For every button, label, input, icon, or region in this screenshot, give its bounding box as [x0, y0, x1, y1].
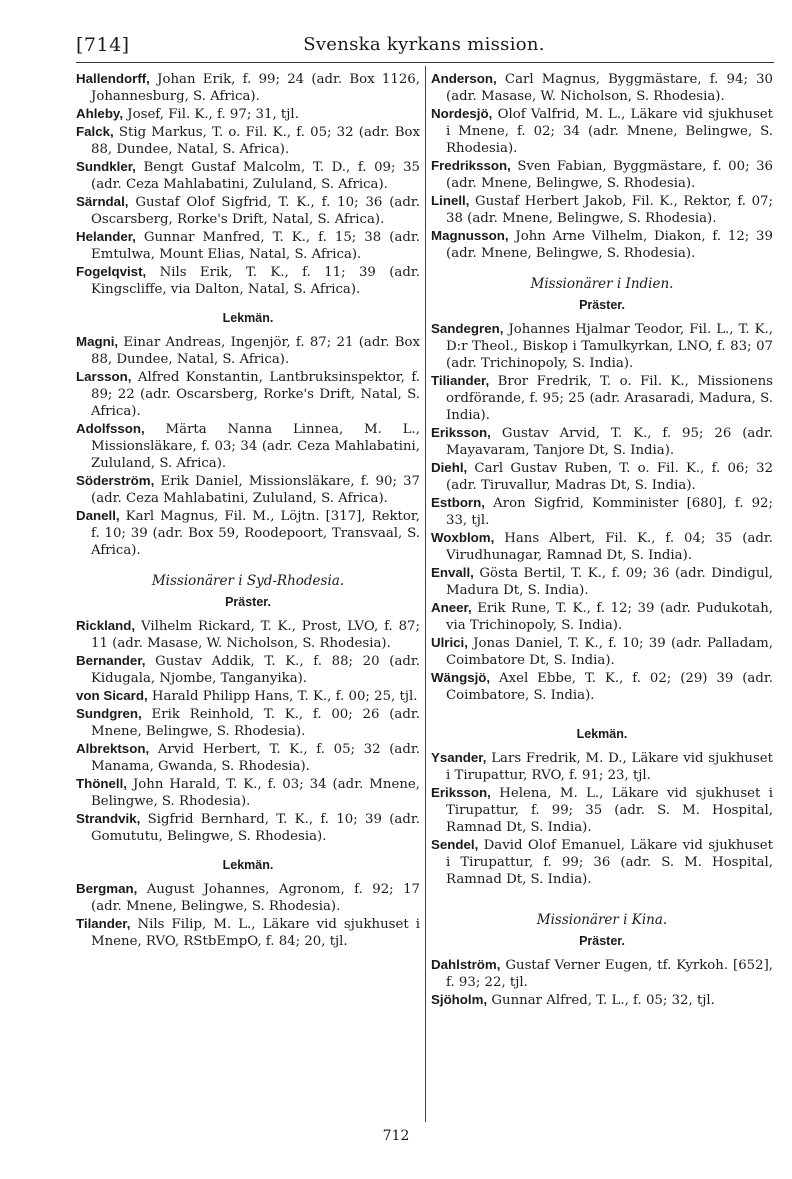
directory-entry	[431, 227, 773, 262]
directory-entry	[76, 263, 420, 298]
directory-entry	[76, 158, 420, 193]
footer-page-number: 712	[382, 1128, 410, 1144]
running-header	[76, 34, 772, 60]
right-column	[431, 70, 773, 1009]
directory-entry	[431, 564, 773, 599]
entry-name: Sandegren,	[431, 321, 504, 336]
entry-text: Nils Filip, M. L., Läkare vid sjukhuset i Mnene, RVO, RStbEmpO, f. 84; 20, tjl.	[91, 917, 420, 949]
entry-name: Hallendorff,	[76, 71, 150, 86]
directory-entry	[431, 494, 773, 529]
entry-text: Gunnar Alfred, T. L., f. 05; 32, tjl.	[491, 993, 715, 1008]
entry-text: Karl Magnus, Fil. M., Löjtn. [317], Rektor, f. 10; 39 (adr. Box 59, Roodepoort, Transvaal, S. Africa).	[91, 509, 420, 558]
entry-text: Sven Fabian, Byggmästare, f. 00; 36 (adr. Mnene, Belingwe, S. Rhodesia).	[446, 159, 773, 191]
section-heading: Präster.	[579, 298, 625, 312]
entry-text: Alfred Konstantin, Lantbruksinspektor, f. 89; 22 (adr. Oscarsberg, Rorke's Drift, Natal, S. Africa).	[91, 370, 420, 419]
directory-entry	[431, 956, 773, 991]
entry-name: Strandvik,	[76, 811, 141, 826]
entry-name: Bernander,	[76, 653, 146, 668]
entry-text: Lars Fredrik, M. D., Läkare vid sjukhuset i Tirupattur, RVO, f. 91; 23, tjl.	[446, 751, 773, 783]
section-heading: Lekmän.	[222, 858, 274, 872]
entry-name: Ysander,	[431, 750, 487, 765]
entry-name: Nordesjö,	[431, 106, 493, 121]
directory-entry	[76, 880, 420, 915]
entry-name: Sundgren,	[76, 706, 142, 721]
entry-name: Diehl,	[431, 460, 468, 475]
section-heading: Lekmän.	[576, 727, 628, 741]
entry-name: Dahlström,	[431, 957, 501, 972]
entry-name: Adolfsson,	[76, 421, 145, 436]
directory-entry	[76, 193, 420, 228]
left-entries-a	[76, 70, 420, 298]
entry-text: Aron Sigfrid, Komminister [680], f. 92; 33, tjl.	[446, 496, 773, 528]
entry-text: Harald Philipp Hans, T. K., f. 00; 25, tjl.	[151, 689, 418, 704]
entry-text: Sigfrid Bernhard, T. K., f. 10; 39 (adr. Gomututu, Belingwe, S. Rhodesia).	[91, 812, 420, 844]
entry-name: Bergman,	[76, 881, 138, 896]
directory-entry	[76, 705, 420, 740]
entry-name: Anderson,	[431, 71, 497, 86]
directory-entry	[431, 157, 773, 192]
entry-name: Danell,	[76, 508, 120, 523]
directory-entry	[76, 687, 420, 705]
directory-entry	[76, 472, 420, 507]
directory-entry	[76, 123, 420, 158]
entry-name: Fredriksson,	[431, 158, 511, 173]
entry-text: Jonas Daniel, T. K., f. 10; 39 (adr. Palladam, Coimbatore Dt, S. India).	[446, 636, 773, 668]
entry-text: John Arne Vilhelm, Diakon, f. 12; 39 (adr. Mnene, Belingwe, S. Rhodesia).	[446, 229, 773, 261]
directory-entry	[76, 810, 420, 845]
directory-entry	[76, 228, 420, 263]
entry-name: Falck,	[76, 124, 114, 139]
entry-name: Rickland,	[76, 618, 136, 633]
left-column	[76, 70, 420, 950]
entry-text: Bengt Gustaf Malcolm, T. D., f. 09; 35 (adr. Ceza Mahlabatini, Zululand, S. Africa).	[91, 160, 420, 192]
directory-entry	[431, 599, 773, 634]
entry-text: Gustav Addik, T. K., f. 88; 20 (adr. Kidugala, Njombe, Tanganyika).	[91, 654, 421, 686]
entry-text: Gustav Arvid, T. K., f. 95; 26 (adr. Mayavaram, Tanjore Dt, S. India).	[446, 426, 773, 458]
entry-name: Aneer,	[431, 600, 472, 615]
entry-text: Stig Markus, T. o. Fil. K., f. 05; 32 (adr. Box 88, Dundee, Natal, S. Africa).	[91, 125, 420, 157]
entry-name: Fogelqvist,	[76, 264, 147, 279]
entry-name: Tiliander,	[431, 373, 490, 388]
entry-name: von Sicard,	[76, 688, 148, 703]
entry-name: Linell,	[431, 193, 470, 208]
entry-name: Helander,	[76, 229, 136, 244]
section-heading: Präster.	[579, 934, 625, 948]
entry-text: Carl Magnus, Byggmästare, f. 94; 30 (adr. Masase, W. Nicholson, S. Rhodesia).	[446, 72, 773, 104]
right-entries-c	[431, 749, 773, 888]
entry-name: Thönell,	[76, 776, 127, 791]
entry-name: Magni,	[76, 334, 119, 349]
header-page-number: [714]	[76, 34, 130, 56]
entry-text: Johannes Hjalmar Teodor, Fil. L., T. K., D:r Theol., Biskop i Tamulkyrkan, LNO, f. 83; 07 (adr. Trichinopoly, S. India).	[446, 322, 774, 371]
section-heading: Lekmän.	[222, 311, 274, 325]
entry-name: Eriksson,	[431, 785, 491, 800]
entry-text: August Johannes, Agronom, f. 92; 17 (adr. Mnene, Belingwe, S. Rhodesia).	[91, 882, 420, 914]
directory-entry	[431, 372, 773, 424]
entry-text: Gustaf Olof Sigfrid, T. K., f. 10; 36 (adr. Oscarsberg, Rorke's Drift, Natal, S. Africa).	[91, 195, 420, 227]
entry-text: Erik Daniel, Missionsläkare, f. 90; 37 (adr. Ceza Mahlabatini, Zululand, S. Africa).	[91, 474, 421, 506]
entry-text: Josef, Fil. K., f. 97; 31, tjl.	[127, 107, 299, 122]
entry-text: Gustaf Verner Eugen, tf. Kyrkoh. [652], f. 93; 22, tjl.	[446, 958, 773, 990]
directory-entry	[431, 320, 773, 372]
directory-entry	[431, 991, 773, 1009]
directory-entry	[76, 420, 420, 472]
directory-entry	[431, 70, 773, 105]
entry-name: Ulrici,	[431, 635, 468, 650]
directory-entry	[431, 836, 773, 888]
directory-entry	[76, 368, 420, 420]
entry-name: Ahleby,	[76, 106, 124, 121]
entry-name: Wängsjö,	[431, 670, 491, 685]
entry-text: Gösta Bertil, T. K., f. 09; 36 (adr. Dindigul, Madura Dt, S. India).	[446, 566, 773, 598]
entry-name: Magnusson,	[431, 228, 509, 243]
entry-text: Carl Gustav Ruben, T. o. Fil. K., f. 06; 32 (adr. Tiruvallur, Madras Dt, S. India).	[446, 461, 773, 493]
entry-name: Woxblom,	[431, 530, 495, 545]
header-rule	[76, 62, 774, 63]
directory-entry	[431, 459, 773, 494]
entry-text: Bror Fredrik, T. o. Fil. K., Missionens ordförande, f. 95; 25 (adr. Arasaradi, Madura, S. India).	[446, 374, 773, 423]
entry-name: Särndal,	[76, 194, 129, 209]
entry-text: Vilhelm Rickard, T. K., Prost, LVO, f. 87; 11 (adr. Masase, W. Nicholson, S. Rhodesia).	[91, 619, 420, 651]
entry-text: Erik Rune, T. K., f. 12; 39 (adr. Pudukotah, via Trichinopoly, S. India).	[446, 601, 773, 633]
entry-text: Nils Erik, T. K., f. 11; 39 (adr. Kingscliffe, via Dalton, Natal, S. Africa).	[91, 265, 420, 297]
entry-name: Sundkler,	[76, 159, 136, 174]
directory-entry	[76, 617, 420, 652]
directory-entry	[76, 652, 420, 687]
entry-name: Eriksson,	[431, 425, 491, 440]
entry-name: Sjöholm,	[431, 992, 488, 1007]
directory-entry	[431, 424, 773, 459]
directory-entry	[431, 749, 773, 784]
directory-entry	[76, 507, 420, 559]
entry-text: Axel Ebbe, T. K., f. 02; (29) 39 (adr. Coimbatore, S. India).	[446, 671, 773, 703]
right-entries-a	[431, 70, 773, 262]
entry-text: Gustaf Herbert Jakob, Fil. K., Rektor, f. 07; 38 (adr. Mnene, Belingwe, S. Rhodesia).	[446, 194, 773, 226]
entry-text: Erik Reinhold, T. K., f. 00; 26 (adr. Mnene, Belingwe, S. Rhodesia).	[91, 707, 420, 739]
section-title: Missionärer i Syd-Rhodesia.	[151, 573, 345, 589]
left-entries-c	[76, 617, 420, 845]
entry-text: Märta Nanna Linnea, M. L., Missionsläkare, f. 03; 34 (adr. Ceza Mahlabatini, Zululand, S. Africa).	[91, 422, 420, 471]
right-entries-b	[431, 320, 773, 704]
directory-entry	[76, 740, 420, 775]
entry-text: David Olof Emanuel, Läkare vid sjukhuset i Tirupattur, f. 99; 36 (adr. S. M. Hospital, Ramnad Dt, S. India).	[446, 838, 773, 887]
entry-name: Sendel,	[431, 837, 479, 852]
entry-name: Söderström,	[76, 473, 155, 488]
section-title: Missionärer i Kina.	[536, 912, 668, 928]
directory-entry	[431, 669, 773, 704]
entry-name: Tilander,	[76, 916, 131, 931]
header-title: Svenska kyrkans mission.	[303, 34, 545, 55]
directory-entry	[431, 634, 773, 669]
directory-entry	[76, 70, 420, 105]
entry-text: Hans Albert, Fil. K., f. 04; 35 (adr. Virudhunagar, Ramnad Dt, S. India).	[446, 531, 774, 563]
entry-text: Einar Andreas, Ingenjör, f. 87; 21 (adr. Box 88, Dundee, Natal, S. Africa).	[91, 335, 420, 367]
entry-text: Helena, M. L., Läkare vid sjukhuset i Tirupattur, f. 99; 35 (adr. S. M. Hospital, Ramnad Dt, S. India).	[446, 786, 773, 835]
entry-text: Gunnar Manfred, T. K., f. 15; 38 (adr. Emtulwa, Mount Elias, Natal, S. Africa).	[91, 230, 421, 262]
entry-text: Arvid Herbert, T. K., f. 05; 32 (adr. Manama, Gwanda, S. Rhodesia).	[91, 742, 420, 774]
entry-name: Estborn,	[431, 495, 485, 510]
entry-name: Larsson,	[76, 369, 132, 384]
column-divider	[425, 66, 426, 1122]
directory-entry	[76, 333, 420, 368]
left-entries-b	[76, 333, 420, 559]
directory-entry	[76, 915, 420, 950]
section-title: Missionärer i Indien.	[530, 276, 674, 292]
directory-entry	[431, 105, 773, 157]
directory-entry	[431, 529, 773, 564]
entry-name: Albrektson,	[76, 741, 150, 756]
section-heading: Präster.	[225, 595, 271, 609]
right-entries-d	[431, 956, 773, 1009]
entry-text: Olof Valfrid, M. L., Läkare vid sjukhuset i Mnene, f. 02; 34 (adr. Mnene, Belingwe, S. Rhodesia).	[446, 107, 774, 156]
left-entries-d	[76, 880, 420, 950]
directory-entry	[76, 775, 420, 810]
entry-text: Johan Erik, f. 99; 24 (adr. Box 1126, Johannesburg, S. Africa).	[91, 72, 420, 104]
directory-entry	[76, 105, 420, 123]
entry-name: Envall,	[431, 565, 474, 580]
directory-entry	[431, 784, 773, 836]
entry-text: John Harald, T. K., f. 03; 34 (adr. Mnene, Belingwe, S. Rhodesia).	[91, 777, 420, 809]
directory-entry	[431, 192, 773, 227]
